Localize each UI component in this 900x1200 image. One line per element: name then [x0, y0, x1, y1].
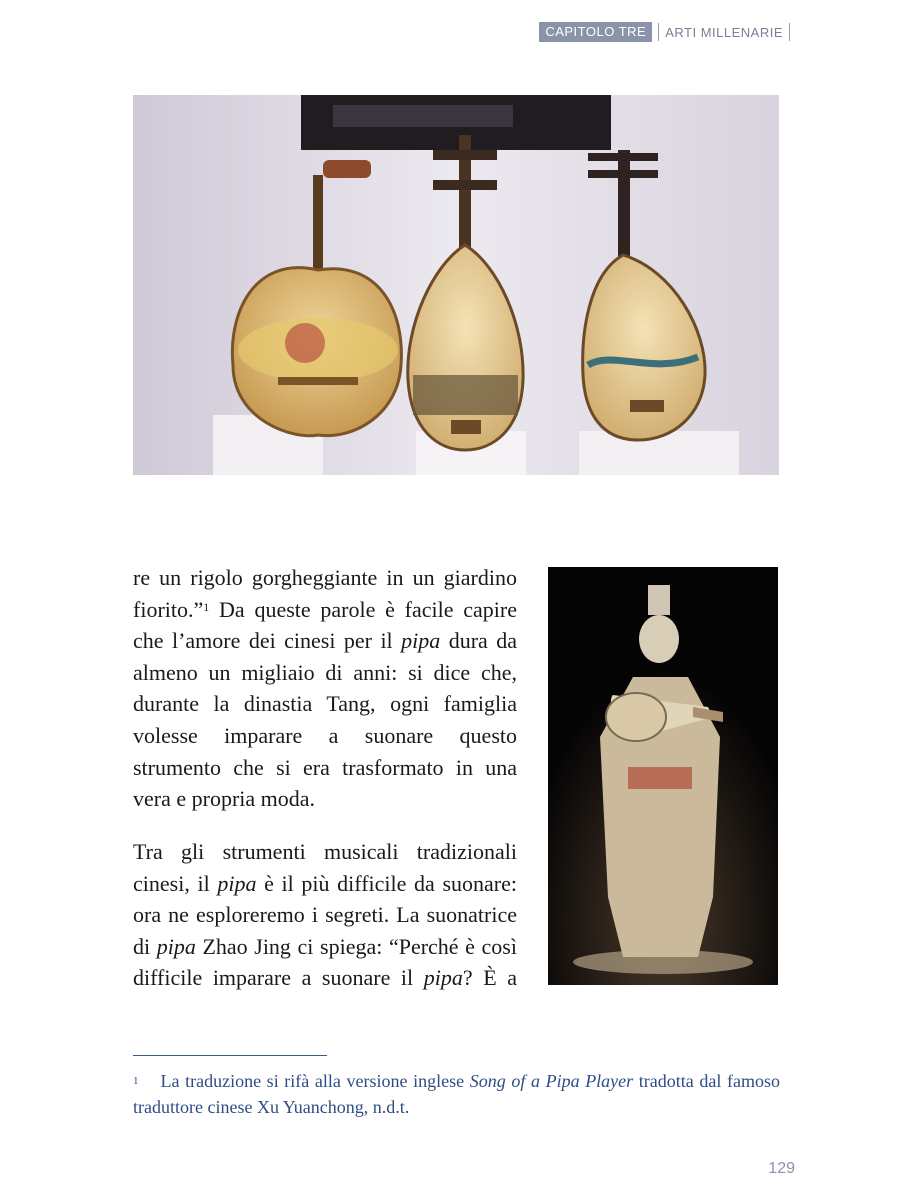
- p1-term-pipa: pipa: [401, 628, 441, 654]
- footnote-text-a: La traduzione si rifà alla versione inglese: [160, 1071, 470, 1091]
- footnote-rule: [133, 1055, 327, 1056]
- figurine-photo: [548, 567, 778, 985]
- footnote: [133, 1068, 780, 1120]
- p2-text-a: Tra gli strumenti musicali tradizionali cinesi, il: [133, 839, 517, 896]
- footnote-number: 1: [133, 1075, 139, 1087]
- p2-text-e: Zhao Jing ci spiega: “Perché è così difficile imparare a suonare il: [133, 933, 517, 991]
- p1-text-a: re un rigolo gorgheggiante in un giardino fiorito.”: [133, 565, 517, 622]
- chapter-label: CAPITOLO TRE: [539, 22, 652, 42]
- p2-term-pipa-2: pipa: [156, 933, 196, 959]
- p2-text-c: è il più difficile da suonare: ora ne esploreremo i segreti. La suonatrice di: [133, 870, 517, 959]
- header-divider-end: [789, 23, 790, 41]
- header-divider: [658, 23, 659, 41]
- p1-text-b: Da queste parole è facile capire che l’amore dei cinesi per il: [133, 596, 517, 654]
- body-paragraph-1: [133, 562, 517, 815]
- section-label: ARTI MILLENARIE: [665, 24, 783, 40]
- running-header: [539, 22, 796, 42]
- footnote-reference[interactable]: 1: [203, 599, 210, 614]
- p2-text-g: ? È a: [462, 965, 518, 991]
- p2-term-pipa-1: pipa: [217, 870, 257, 896]
- p1-text-d: dura da almeno un migliaio di anni: si dice che, durante la dinastia Tang, ogni famiglia volesse imparare a suonare questo strumento che si era trasformato in una vera e propria moda.: [133, 628, 517, 812]
- footnote-text-b: tradotta dal famoso traduttore cinese Xu Yuanchong, n.d.t.: [133, 1071, 780, 1117]
- p2-term-pipa-3: pipa: [423, 965, 463, 991]
- page-number: 129: [768, 1160, 795, 1177]
- footnote-song-title: Song of a Pipa Player: [469, 1071, 634, 1091]
- pipa-instruments-photo: [133, 95, 779, 475]
- body-paragraph-2: [133, 836, 517, 994]
